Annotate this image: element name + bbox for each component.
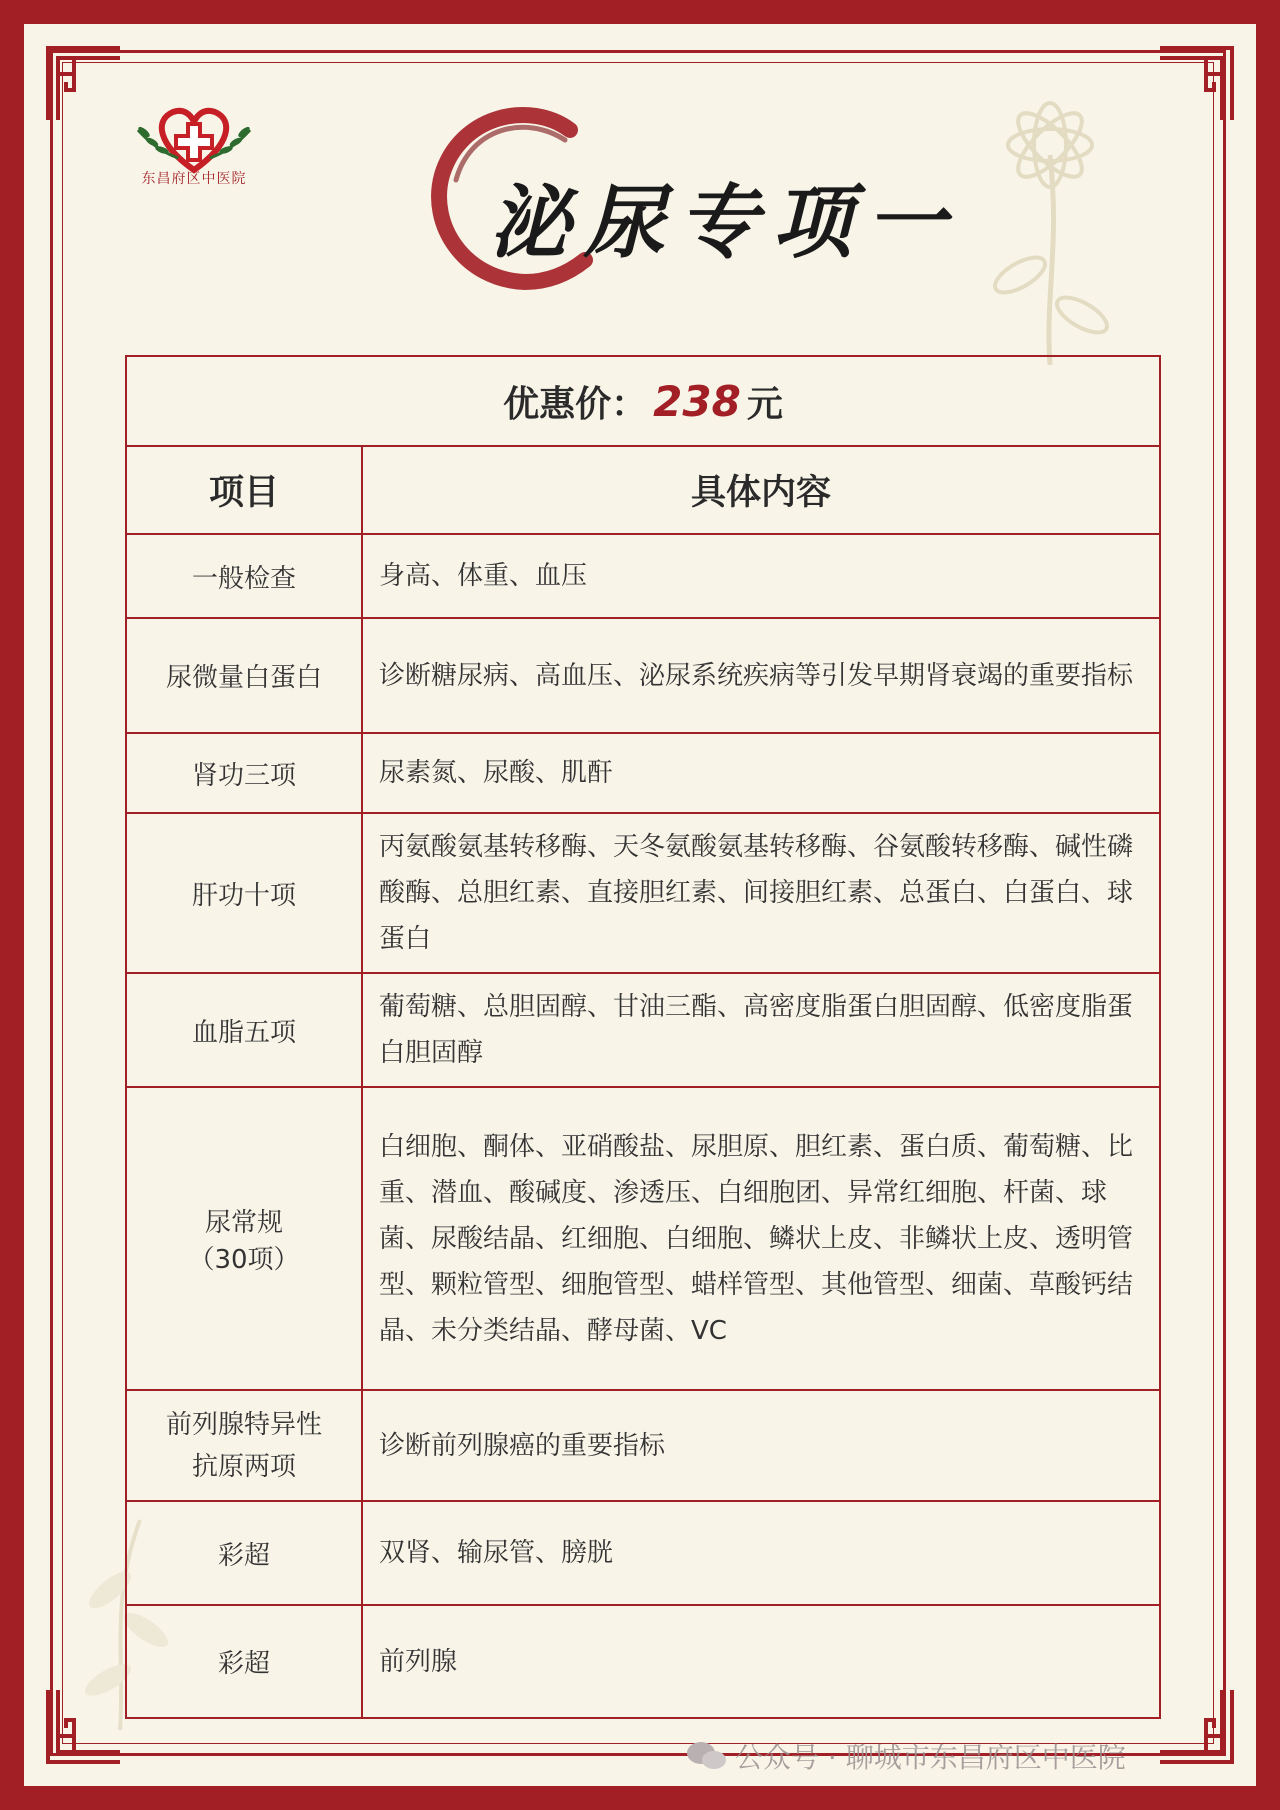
row-content: 诊断前列腺癌的重要指标	[362, 1390, 1160, 1501]
price-cell	[126, 356, 1160, 446]
price-value: 238	[653, 376, 741, 426]
table-row	[126, 1605, 1160, 1718]
table-row	[126, 973, 1160, 1087]
table-row	[126, 1390, 1160, 1501]
corner-ornament-top-left	[44, 44, 124, 124]
corner-ornament-bottom-right	[1156, 1686, 1236, 1766]
price-label: 优惠价：	[503, 383, 648, 425]
row-content: 葡萄糖、总胆固醇、甘油三酯、高密度脂蛋白胆固醇、低密度脂蛋白胆固醇	[362, 973, 1160, 1087]
row-item	[126, 1087, 362, 1390]
wechat-icon	[685, 1739, 729, 1773]
header-content: 具体内容	[362, 446, 1160, 534]
watermark-text: 公众号 · 聊城市东昌府区中医院	[735, 1741, 1126, 1774]
row-content: 诊断糖尿病、高血压、泌尿系统疾病等引发早期肾衰竭的重要指标	[362, 618, 1160, 733]
row-content: 尿素氮、尿酸、肌酐	[362, 733, 1160, 813]
row-item: 肝功十项	[126, 813, 362, 973]
table-row	[126, 534, 1160, 618]
row-item	[126, 1390, 362, 1501]
row-content: 前列腺	[362, 1605, 1160, 1718]
table-row	[126, 1501, 1160, 1605]
hospital-logo-text: 东昌府区中医院	[141, 171, 247, 187]
flower-decoration-icon	[970, 95, 1130, 365]
table-row	[126, 1087, 1160, 1390]
row-item-line1: 尿常规	[204, 1207, 283, 1238]
price-row	[126, 356, 1160, 446]
row-item-line1: 前列腺特异性	[165, 1409, 322, 1440]
table-row	[126, 813, 1160, 973]
row-item: 肾功三项	[126, 733, 362, 813]
row-item: 血脂五项	[126, 973, 362, 1087]
row-item: 彩超	[126, 1501, 362, 1605]
table-header-row	[126, 446, 1160, 534]
row-item: 一般检查	[126, 534, 362, 618]
row-item: 尿微量白蛋白	[126, 618, 362, 733]
table-row	[126, 618, 1160, 733]
price-unit: 元	[746, 383, 783, 425]
row-content: 丙氨酸氨基转移酶、天冬氨酸氨基转移酶、谷氨酸转移酶、碱性磷酸酶、总胆红素、直接胆红素、间接胆红素、总蛋白、白蛋白、球蛋白	[362, 813, 1160, 973]
header-item: 项目	[126, 446, 362, 534]
corner-ornament-top-right	[1156, 44, 1236, 124]
page-title: 泌尿专项一	[490, 175, 960, 269]
row-item-line2: 抗原两项	[191, 1451, 296, 1482]
table-row	[126, 733, 1160, 813]
package-table	[125, 355, 1161, 1719]
row-content: 双肾、输尿管、膀胱	[362, 1501, 1160, 1605]
row-item: 彩超	[126, 1605, 362, 1718]
row-item-line2: （30项）	[188, 1244, 300, 1275]
row-content: 白细胞、酮体、亚硝酸盐、尿胆原、胆红素、蛋白质、葡萄糖、比重、潜血、酸碱度、渗透压、白细胞团、异常红细胞、杆菌、球菌、尿酸结晶、红细胞、白细胞、鳞状上皮、非鳞状上皮、透明管型、颗粒管型、细胞管型、蜡样管型、其他管型、细菌、草酸钙结晶、未分类结晶、酵母菌、VC	[362, 1087, 1160, 1390]
row-content: 身高、体重、血压	[362, 534, 1160, 618]
